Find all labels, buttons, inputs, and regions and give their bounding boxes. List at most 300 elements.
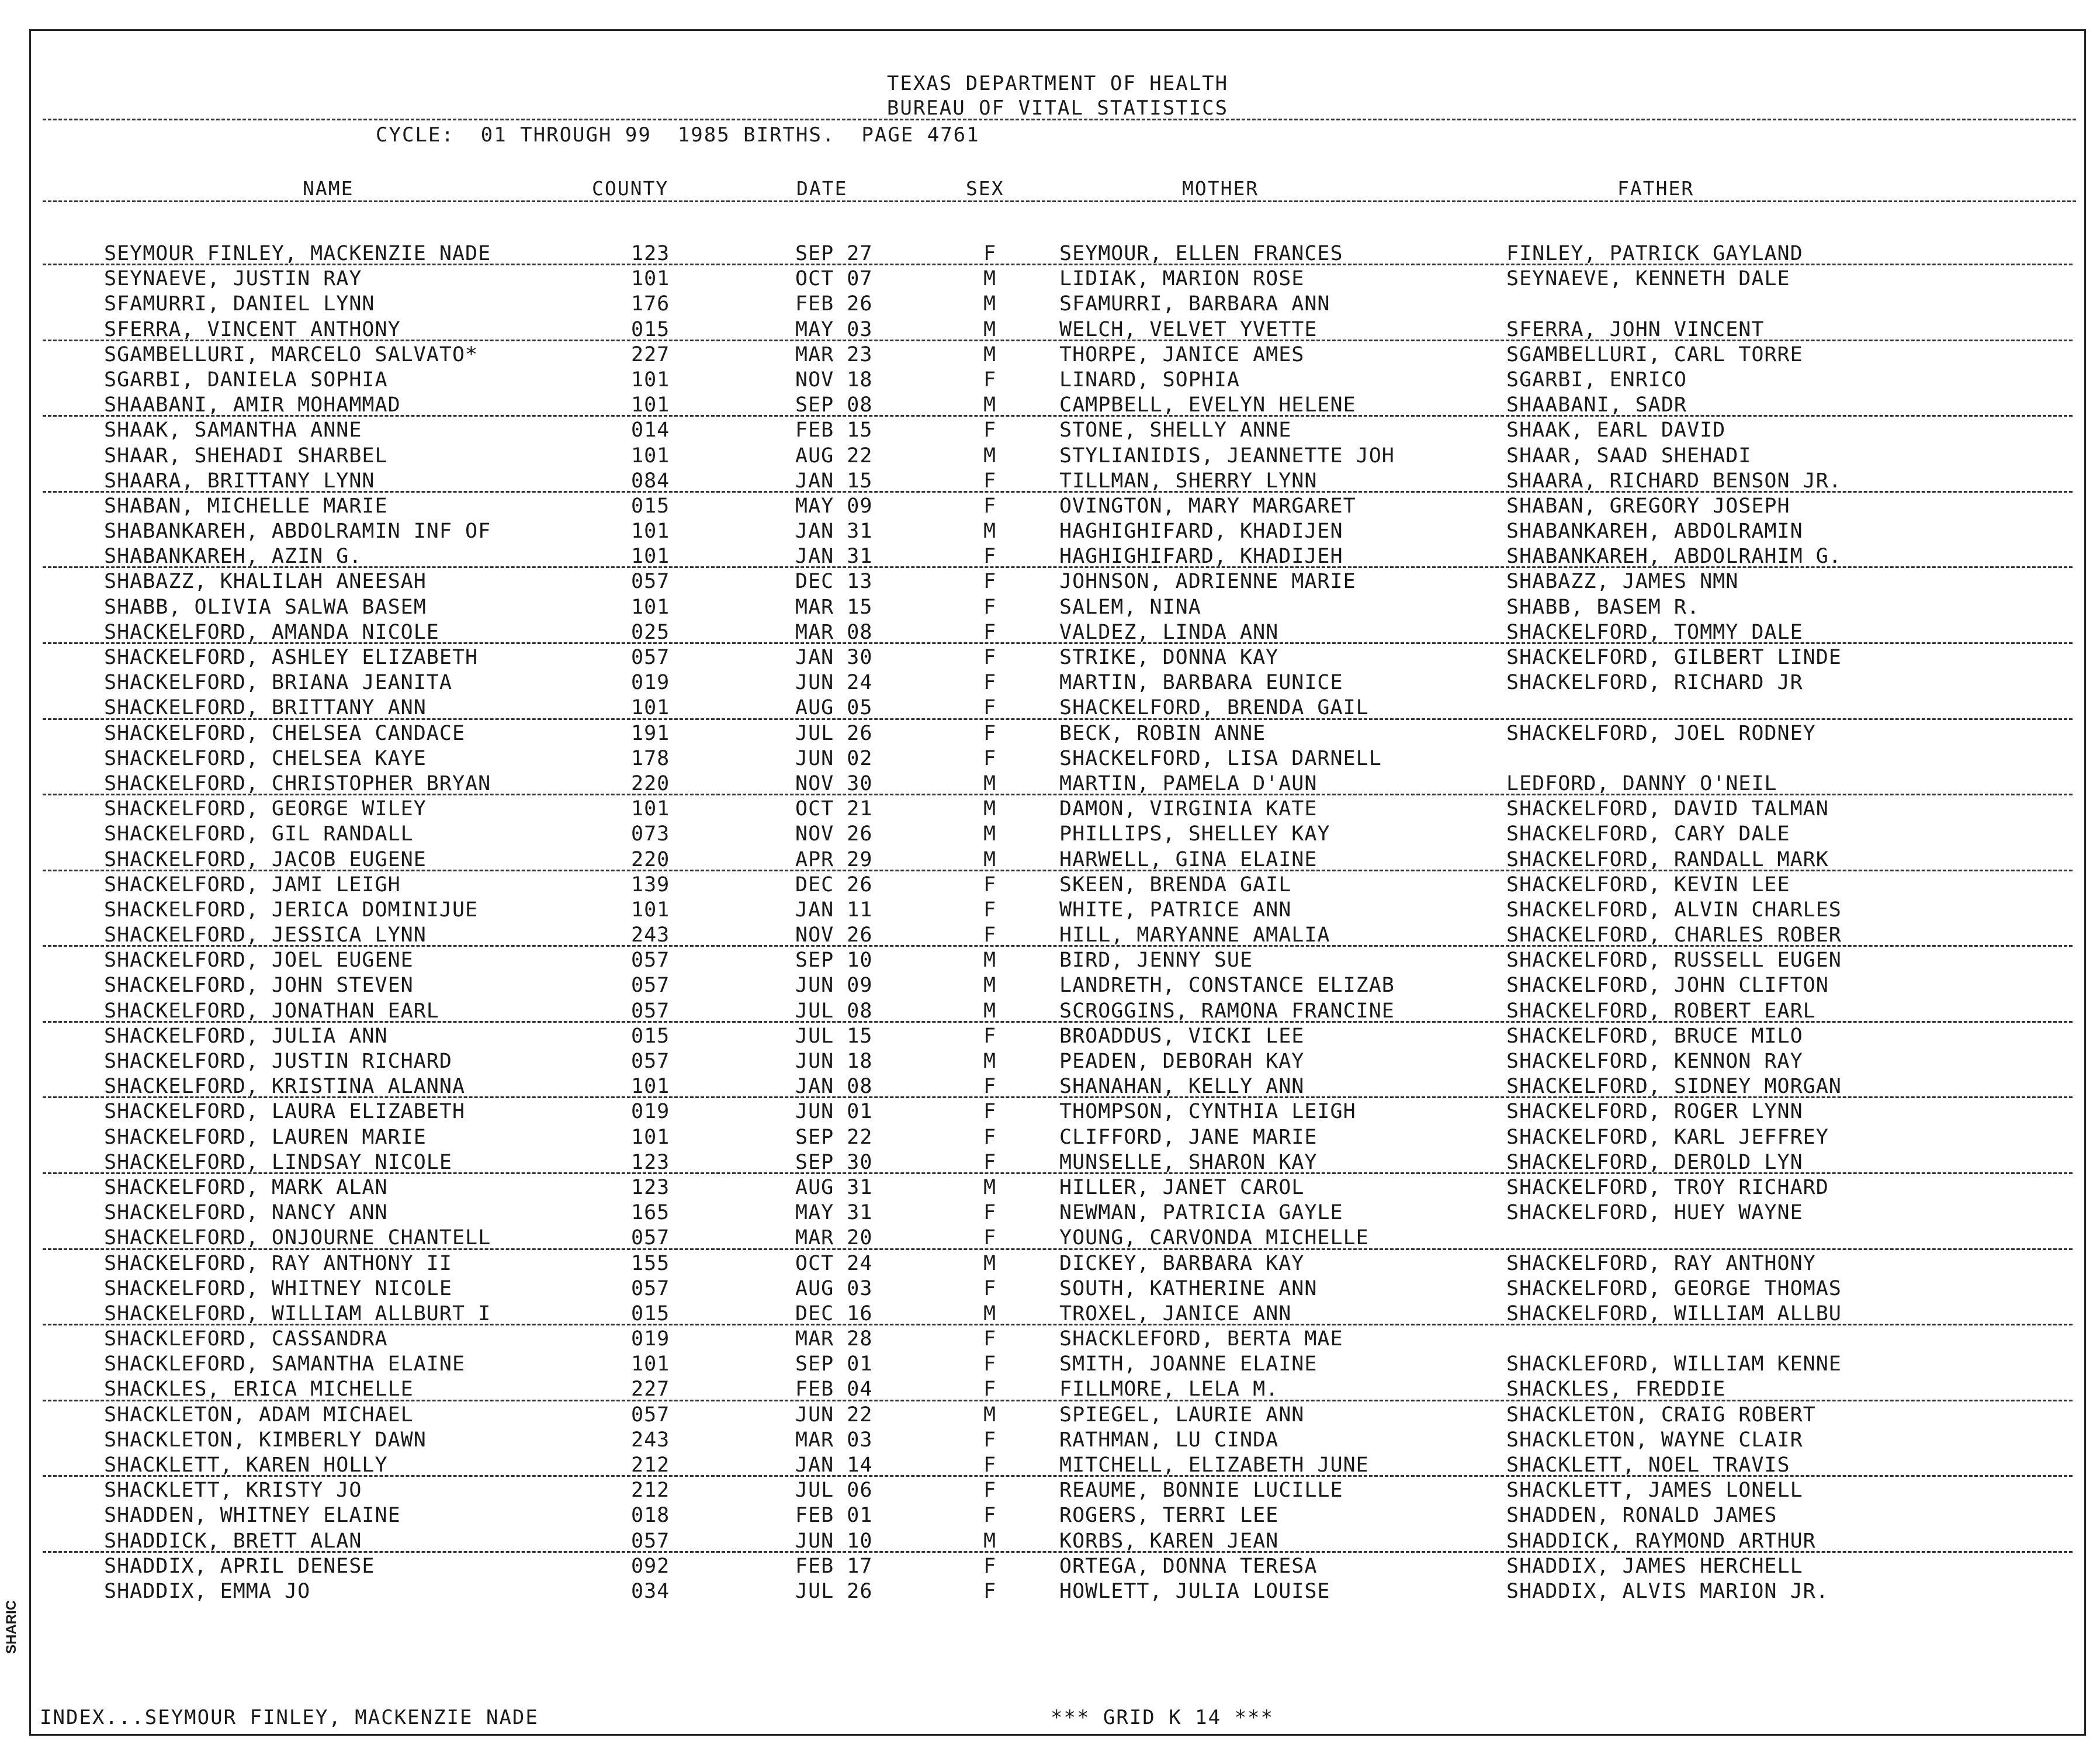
- record-mother: WELCH, VELVET YVETTE: [1059, 317, 1318, 341]
- record-name: SEYNAEVE, JUSTIN RAY: [104, 267, 362, 291]
- record-row: [31, 973, 2084, 998]
- record-date: MAY 03: [795, 317, 873, 341]
- record-sex: M: [983, 847, 997, 871]
- record-name: SHACKELFORD, KRISTINA ALANNA: [104, 1075, 466, 1099]
- record-father: SHABANKAREH, ABDOLRAMIN: [1506, 520, 1803, 544]
- record-name: SHABANKAREH, AZIN G.: [104, 545, 362, 569]
- record-father: SHACKLETON, WAYNE CLAIR: [1506, 1428, 1803, 1452]
- record-date: MAY 31: [795, 1201, 873, 1225]
- record-row: [31, 822, 2084, 847]
- record-row: [31, 1150, 2084, 1175]
- record-father: SFERRA, JOHN VINCENT: [1506, 317, 1765, 341]
- record-mother: TILLMAN, SHERRY LYNN: [1059, 469, 1318, 493]
- record-name: SHACKELFORD, LAURA ELIZABETH: [104, 1100, 466, 1124]
- column-header-county: COUNTY: [592, 177, 669, 200]
- record-name: SHACKLES, ERICA MICHELLE: [104, 1377, 414, 1401]
- record-sex: M: [983, 797, 997, 821]
- record-sex: F: [983, 646, 997, 669]
- record-father: SHADDEN, RONALD JAMES: [1506, 1504, 1777, 1528]
- record-sex: M: [983, 822, 997, 846]
- record-name: SHAAK, SAMANTHA ANNE: [104, 418, 362, 442]
- record-county: 057: [631, 1226, 670, 1250]
- record-date: AUG 31: [795, 1175, 873, 1199]
- record-county: 057: [631, 1403, 670, 1427]
- record-sex: M: [983, 1050, 997, 1073]
- record-county: 191: [631, 721, 670, 745]
- record-sex: F: [983, 620, 997, 644]
- record-father: SHACKELFORD, JOHN CLIFTON: [1506, 974, 1829, 998]
- record-sex: M: [983, 520, 997, 544]
- record-date: AUG 05: [795, 696, 873, 720]
- record-row: [31, 1024, 2084, 1049]
- record-sex: F: [983, 1150, 997, 1174]
- record-mother: LANDRETH, CONSTANCE ELIZAB: [1059, 974, 1395, 998]
- record-date: JAN 31: [795, 520, 873, 544]
- record-row: [31, 1453, 2084, 1478]
- record-name: SHACKELFORD, WHITNEY NICOLE: [104, 1276, 452, 1300]
- record-sex: M: [983, 317, 997, 341]
- record-father: SHACKELFORD, RAY ANTHONY: [1506, 1251, 1816, 1275]
- record-sex: F: [983, 1453, 997, 1477]
- record-name: SHABAN, MICHELLE MARIE: [104, 494, 388, 518]
- record-date: NOV 26: [795, 822, 873, 846]
- record-father: SHACKELFORD, KARL JEFFREY: [1506, 1125, 1829, 1149]
- record-sex: F: [983, 418, 997, 442]
- record-name: SHACKLEFORD, SAMANTHA ELAINE: [104, 1352, 466, 1376]
- record-sex: F: [983, 595, 997, 619]
- record-date: AUG 03: [795, 1276, 873, 1300]
- record-mother: HILL, MARYANNE AMALIA: [1059, 923, 1330, 947]
- record-date: JAN 11: [795, 898, 873, 922]
- record-name: SHACKELFORD, BRITTANY ANN: [104, 696, 427, 720]
- record-father: SHACKELFORD, GEORGE THOMAS: [1506, 1276, 1842, 1300]
- record-row: [31, 645, 2084, 670]
- record-mother: MARTIN, PAMELA D'AUN: [1059, 771, 1318, 795]
- record-mother: JOHNSON, ADRIENNE MARIE: [1059, 570, 1356, 594]
- record-sex: F: [983, 1504, 997, 1528]
- record-mother: VALDEZ, LINDA ANN: [1059, 620, 1279, 644]
- record-sex: F: [983, 1100, 997, 1124]
- record-mother: FILLMORE, LELA M.: [1059, 1377, 1279, 1401]
- record-name: SHACKELFORD, ONJOURNE CHANTELL: [104, 1226, 491, 1250]
- record-name: SHACKELFORD, GEORGE WILEY: [104, 797, 427, 821]
- record-date: MAR 08: [795, 620, 873, 644]
- record-mother: SALEM, NINA: [1059, 595, 1201, 619]
- column-header-mother: MOTHER: [1182, 177, 1259, 200]
- record-sex: F: [983, 1075, 997, 1099]
- record-name: SHACKELFORD, RAY ANTHONY II: [104, 1251, 452, 1275]
- record-sex: F: [983, 923, 997, 947]
- record-mother: SFAMURRI, BARBARA ANN: [1059, 292, 1330, 316]
- record-county: 015: [631, 1301, 670, 1325]
- record-name: SHABANKAREH, ABDOLRAMIN INF OF: [104, 520, 491, 544]
- record-date: NOV 26: [795, 923, 873, 947]
- record-sex: F: [983, 1579, 997, 1603]
- record-father: SHACKELFORD, DAVID TALMAN: [1506, 797, 1829, 821]
- record-date: SEP 22: [795, 1125, 873, 1149]
- record-father: LEDFORD, DANNY O'NEIL: [1506, 771, 1777, 795]
- record-father: SHACKELFORD, TROY RICHARD: [1506, 1175, 1829, 1199]
- record-date: MAR 20: [795, 1226, 873, 1250]
- bureau-title: BUREAU OF VITAL STATISTICS: [886, 96, 1229, 120]
- record-name: SHACKELFORD, CHELSEA CANDACE: [104, 721, 466, 745]
- record-date: JAN 30: [795, 646, 873, 669]
- record-county: 101: [631, 520, 670, 544]
- record-mother: SOUTH, KATHERINE ANN: [1059, 1276, 1318, 1300]
- record-date: MAR 15: [795, 595, 873, 619]
- record-date: JUL 15: [795, 1024, 873, 1048]
- record-mother: DAMON, VIRGINIA KATE: [1059, 797, 1318, 821]
- record-mother: REAUME, BONNIE LUCILLE: [1059, 1479, 1343, 1503]
- record-county: 155: [631, 1251, 670, 1275]
- record-sex: F: [983, 1352, 997, 1376]
- record-county: 101: [631, 595, 670, 619]
- record-father: SHACKELFORD, CHARLES ROBER: [1506, 923, 1842, 947]
- record-row: [31, 241, 2084, 266]
- record-mother: MARTIN, BARBARA EUNICE: [1059, 671, 1343, 695]
- record-father: SHACKELFORD, JOEL RODNEY: [1506, 721, 1816, 745]
- record-county: 018: [631, 1504, 670, 1528]
- record-county: 014: [631, 418, 670, 442]
- record-sex: F: [983, 1226, 997, 1250]
- record-row: [31, 1251, 2084, 1276]
- record-date: DEC 16: [795, 1301, 873, 1325]
- record-date: DEC 13: [795, 570, 873, 594]
- record-row: [31, 1428, 2084, 1453]
- record-mother: SHACKELFORD, LISA DARNELL: [1059, 746, 1382, 770]
- record-date: JUN 18: [795, 1050, 873, 1073]
- record-county: 123: [631, 1150, 670, 1174]
- record-sex: F: [983, 671, 997, 695]
- record-sex: F: [983, 242, 997, 265]
- index-footer: INDEX...SEYMOUR FINLEY, MACKENZIE NADE: [40, 1706, 539, 1729]
- record-sex: F: [983, 746, 997, 770]
- record-mother: CLIFFORD, JANE MARIE: [1059, 1125, 1318, 1149]
- record-county: 084: [631, 469, 670, 493]
- record-father: SHAAR, SAAD SHEHADI: [1506, 444, 1752, 468]
- record-mother: HAGHIGHIFARD, KHADIJEH: [1059, 545, 1343, 569]
- record-row: [31, 620, 2084, 645]
- record-county: 101: [631, 267, 670, 291]
- record-name: SHABB, OLIVIA SALWA BASEM: [104, 595, 427, 619]
- record-date: MAR 28: [795, 1327, 873, 1351]
- record-name: SGARBI, DANIELA SOPHIA: [104, 368, 388, 392]
- record-sex: M: [983, 342, 997, 366]
- record-name: SEYMOUR FINLEY, MACKENZIE NADE: [104, 242, 491, 265]
- record-date: MAY 09: [795, 494, 873, 518]
- record-sex: M: [983, 949, 997, 972]
- record-county: 015: [631, 1024, 670, 1048]
- record-row: [31, 1503, 2084, 1528]
- record-mother: STRIKE, DONNA KAY: [1059, 646, 1279, 669]
- record-father: SHACKLEFORD, WILLIAM KENNE: [1506, 1352, 1842, 1376]
- record-father: SHABAZZ, JAMES NMN: [1506, 570, 1739, 594]
- record-county: 176: [631, 292, 670, 316]
- record-date: SEP 08: [795, 393, 873, 417]
- record-mother: STYLIANIDIS, JEANNETTE JOH: [1059, 444, 1395, 468]
- record-date: MAR 03: [795, 1428, 873, 1452]
- cycle-line: CYCLE: 01 THROUGH 99 1985 BIRTHS. PAGE 4761: [376, 123, 980, 147]
- record-row: [31, 342, 2084, 368]
- record-row: [31, 1049, 2084, 1074]
- agency-title: TEXAS DEPARTMENT OF HEALTH: [886, 72, 1229, 95]
- record-sex: M: [983, 393, 997, 417]
- record-father: SHAARA, RICHARD BENSON JR.: [1506, 469, 1842, 493]
- record-date: JUN 01: [795, 1100, 873, 1124]
- record-county: 123: [631, 1175, 670, 1199]
- record-father: SHAABANI, SADR: [1506, 393, 1687, 417]
- record-county: 057: [631, 570, 670, 594]
- record-row: [31, 1099, 2084, 1124]
- record-row: [31, 1529, 2084, 1554]
- record-county: 243: [631, 923, 670, 947]
- record-row: [31, 797, 2084, 822]
- record-row: [31, 999, 2084, 1024]
- record-county: 015: [631, 494, 670, 518]
- record-row: [31, 873, 2084, 898]
- record-mother: BIRD, JENNY SUE: [1059, 949, 1253, 972]
- record-date: APR 29: [795, 847, 873, 871]
- record-mother: HAGHIGHIFARD, KHADIJEN: [1059, 520, 1343, 544]
- record-county: 092: [631, 1554, 670, 1578]
- record-father: SHACKLETT, NOEL TRAVIS: [1506, 1453, 1790, 1477]
- record-name: SHACKLETON, KIMBERLY DAWN: [104, 1428, 427, 1452]
- record-father: FINLEY, PATRICK GAYLAND: [1506, 242, 1803, 265]
- record-date: JAN 31: [795, 545, 873, 569]
- record-sex: M: [983, 771, 997, 795]
- record-name: SHACKELFORD, CHELSEA KAYE: [104, 746, 427, 770]
- record-mother: HILLER, JANET CAROL: [1059, 1175, 1305, 1199]
- record-date: JAN 08: [795, 1075, 873, 1099]
- record-name: SHACKLETT, KRISTY JO: [104, 1479, 362, 1503]
- record-father: SHADDICK, RAYMOND ARTHUR: [1506, 1529, 1816, 1553]
- record-sex: F: [983, 1201, 997, 1225]
- record-sex: F: [983, 1024, 997, 1048]
- record-mother: SPIEGEL, LAURIE ANN: [1059, 1403, 1305, 1427]
- record-name: SFAMURRI, DANIEL LYNN: [104, 292, 375, 316]
- record-mother: LINARD, SOPHIA: [1059, 368, 1240, 392]
- record-sex: M: [983, 1251, 997, 1275]
- record-county: 057: [631, 1050, 670, 1073]
- record-name: SHACKELFORD, JUSTIN RICHARD: [104, 1050, 452, 1073]
- record-sex: F: [983, 1554, 997, 1578]
- record-date: SEP 27: [795, 242, 873, 265]
- record-row: [31, 1226, 2084, 1251]
- record-date: JUN 09: [795, 974, 873, 998]
- record-county: 227: [631, 342, 670, 366]
- record-name: SHADDIX, APRIL DENESE: [104, 1554, 375, 1578]
- record-name: SHAARA, BRITTANY LYNN: [104, 469, 375, 493]
- record-date: FEB 01: [795, 1504, 873, 1528]
- record-county: 101: [631, 444, 670, 468]
- record-father: SHACKELFORD, ROBERT EARL: [1506, 999, 1816, 1023]
- record-date: OCT 24: [795, 1251, 873, 1275]
- record-county: 101: [631, 797, 670, 821]
- record-county: 123: [631, 242, 670, 265]
- record-row: [31, 1554, 2084, 1579]
- record-name: SHACKELFORD, LAUREN MARIE: [104, 1125, 427, 1149]
- record-row: [31, 1301, 2084, 1327]
- record-mother: MUNSELLE, SHARON KAY: [1059, 1150, 1318, 1174]
- record-name: SHAABANI, AMIR MOHAMMAD: [104, 393, 401, 417]
- record-mother: BECK, ROBIN ANNE: [1059, 721, 1266, 745]
- record-date: JUN 10: [795, 1529, 873, 1553]
- record-father: SHACKELFORD, RANDALL MARK: [1506, 847, 1829, 871]
- record-date: AUG 22: [795, 444, 873, 468]
- record-mother: BROADDUS, VICKI LEE: [1059, 1024, 1305, 1048]
- record-row: [31, 1478, 2084, 1503]
- record-name: SHACKELFORD, JOEL EUGENE: [104, 949, 414, 972]
- record-mother: MITCHELL, ELIZABETH JUNE: [1059, 1453, 1369, 1477]
- record-date: JAN 14: [795, 1453, 873, 1477]
- record-sex: M: [983, 444, 997, 468]
- record-mother: WHITE, PATRICE ANN: [1059, 898, 1292, 922]
- record-father: SHADDIX, JAMES HERCHELL: [1506, 1554, 1803, 1578]
- record-row: [31, 1327, 2084, 1352]
- record-row: [31, 569, 2084, 594]
- record-mother: DICKEY, BARBARA KAY: [1059, 1251, 1305, 1275]
- record-mother: HOWLETT, JULIA LOUISE: [1059, 1579, 1330, 1603]
- record-name: SHACKLETT, KAREN HOLLY: [104, 1453, 388, 1477]
- record-county: 057: [631, 949, 670, 972]
- record-county: 165: [631, 1201, 670, 1225]
- record-row: [31, 898, 2084, 923]
- record-row: [31, 1125, 2084, 1150]
- record-father: SHACKELFORD, HUEY WAYNE: [1506, 1201, 1803, 1225]
- record-county: 057: [631, 1529, 670, 1553]
- record-father: SHACKELFORD, BRUCE MILO: [1506, 1024, 1803, 1048]
- record-father: SHACKELFORD, WILLIAM ALLBU: [1506, 1301, 1842, 1325]
- record-date: DEC 26: [795, 873, 873, 896]
- record-date: FEB 15: [795, 418, 873, 442]
- record-date: SEP 01: [795, 1352, 873, 1376]
- record-father: SHAAK, EARL DAVID: [1506, 418, 1726, 442]
- record-row: [31, 948, 2084, 973]
- record-mother: SMITH, JOANNE ELAINE: [1059, 1352, 1318, 1376]
- record-sex: F: [983, 1276, 997, 1300]
- record-father: SHACKELFORD, TOMMY DALE: [1506, 620, 1803, 644]
- record-row: [31, 670, 2084, 695]
- record-county: 057: [631, 999, 670, 1023]
- record-father: SGARBI, ENRICO: [1506, 368, 1687, 392]
- record-row: [31, 393, 2084, 418]
- record-mother: TROXEL, JANICE ANN: [1059, 1301, 1292, 1325]
- record-father: SHACKELFORD, RUSSELL EUGEN: [1506, 949, 1842, 972]
- record-date: NOV 18: [795, 368, 873, 392]
- record-date: JUL 26: [795, 721, 873, 745]
- record-county: 101: [631, 696, 670, 720]
- record-row: [31, 444, 2084, 469]
- record-date: JUL 26: [795, 1579, 873, 1603]
- record-sex: F: [983, 1377, 997, 1401]
- record-sex: M: [983, 1529, 997, 1553]
- record-father: SHACKELFORD, GILBERT LINDE: [1506, 646, 1842, 669]
- record-mother: NEWMAN, PATRICIA GAYLE: [1059, 1201, 1343, 1225]
- record-mother: SHACKLEFORD, BERTA MAE: [1059, 1327, 1343, 1351]
- record-row: [31, 1352, 2084, 1377]
- record-mother: CAMPBELL, EVELYN HELENE: [1059, 393, 1356, 417]
- record-row: [31, 292, 2084, 317]
- record-sex: F: [983, 494, 997, 518]
- record-name: SHACKLEFORD, CASSANDRA: [104, 1327, 388, 1351]
- record-father: SHACKELFORD, CARY DALE: [1506, 822, 1790, 846]
- record-mother: YOUNG, CARVONDA MICHELLE: [1059, 1226, 1369, 1250]
- record-county: 019: [631, 671, 670, 695]
- record-county: 212: [631, 1453, 670, 1477]
- record-county: 227: [631, 1377, 670, 1401]
- record-father: SHACKELFORD, RICHARD JR: [1506, 671, 1803, 695]
- record-row: [31, 695, 2084, 721]
- column-header-date: DATE: [796, 177, 848, 200]
- record-date: OCT 07: [795, 267, 873, 291]
- record-row: [31, 1200, 2084, 1226]
- record-sex: M: [983, 1301, 997, 1325]
- record-county: 019: [631, 1100, 670, 1124]
- record-county: 057: [631, 974, 670, 998]
- record-father: SHABANKAREH, ABDOLRAHIM G.: [1506, 545, 1842, 569]
- record-mother: RATHMAN, LU CINDA: [1059, 1428, 1279, 1452]
- record-name: SHACKELFORD, ASHLEY ELIZABETH: [104, 646, 479, 669]
- record-date: JUL 08: [795, 999, 873, 1023]
- record-row: [31, 368, 2084, 393]
- record-date: JUL 06: [795, 1479, 873, 1503]
- record-row: [31, 1377, 2084, 1402]
- record-row: [31, 469, 2084, 494]
- record-mother: PEADEN, DEBORAH KAY: [1059, 1050, 1305, 1073]
- record-date: FEB 26: [795, 292, 873, 316]
- record-row: [31, 1579, 2084, 1604]
- record-row: [31, 721, 2084, 746]
- record-name: SHACKELFORD, JACOB EUGENE: [104, 847, 427, 871]
- record-county: 101: [631, 368, 670, 392]
- record-row: [31, 266, 2084, 292]
- record-name: SHACKELFORD, JONATHAN EARL: [104, 999, 439, 1023]
- record-mother: THOMPSON, CYNTHIA LEIGH: [1059, 1100, 1356, 1124]
- record-name: SHABAZZ, KHALILAH ANEESAH: [104, 570, 427, 594]
- record-mother: ROGERS, TERRI LEE: [1059, 1504, 1279, 1528]
- record-sex: F: [983, 1327, 997, 1351]
- record-sex: F: [983, 1428, 997, 1452]
- record-father: SEYNAEVE, KENNETH DALE: [1506, 267, 1790, 291]
- record-county: 220: [631, 847, 670, 871]
- column-header-father: FATHER: [1617, 177, 1694, 200]
- side-label: SHARIC: [4, 1600, 19, 1654]
- record-name: SHACKELFORD, JESSICA LYNN: [104, 923, 427, 947]
- record-row: [31, 746, 2084, 771]
- record-row: [31, 1074, 2084, 1099]
- record-father: SHACKELFORD, KENNON RAY: [1506, 1050, 1803, 1073]
- record-sex: F: [983, 898, 997, 922]
- record-name: SHACKELFORD, CHRISTOPHER BRYAN: [104, 771, 491, 795]
- record-mother: SHANAHAN, KELLY ANN: [1059, 1075, 1305, 1099]
- record-sex: M: [983, 292, 997, 316]
- record-county: 101: [631, 1125, 670, 1149]
- record-county: 034: [631, 1579, 670, 1603]
- record-sex: F: [983, 721, 997, 745]
- record-mother: LIDIAK, MARION ROSE: [1059, 267, 1305, 291]
- records-list: [31, 241, 2084, 1604]
- record-mother: THORPE, JANICE AMES: [1059, 342, 1305, 366]
- record-name: SHACKELFORD, LINDSAY NICOLE: [104, 1150, 452, 1174]
- record-row: [31, 595, 2084, 620]
- document-frame: [29, 29, 2086, 1736]
- record-mother: STONE, SHELLY ANNE: [1059, 418, 1292, 442]
- record-sex: M: [983, 1175, 997, 1199]
- record-county: 139: [631, 873, 670, 896]
- record-sex: F: [983, 1125, 997, 1149]
- record-county: 057: [631, 1276, 670, 1300]
- record-father: SHACKLES, FREDDIE: [1506, 1377, 1726, 1401]
